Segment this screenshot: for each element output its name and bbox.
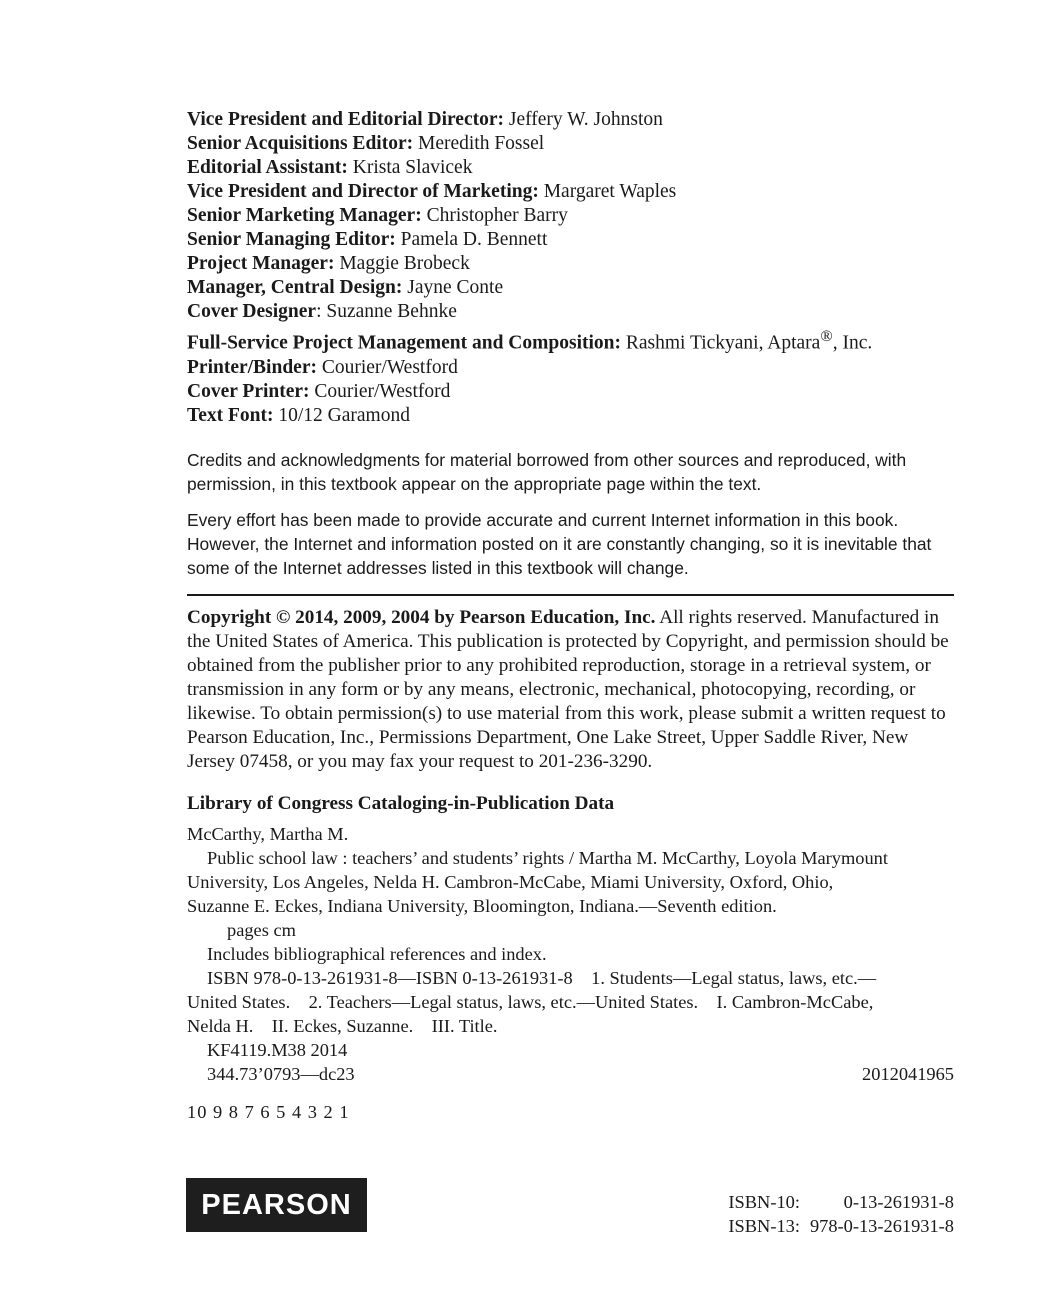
credit-name: Christopher Barry: [421, 205, 568, 226]
credit-role: Vice President and Director of Marketing:: [187, 181, 539, 202]
credit-line: [187, 228, 954, 252]
credit-role: Vice President and Editorial Director:: [187, 109, 504, 130]
cip-isbn-line: Nelda H. II. Eckes, Suzanne. III. Title.: [187, 1015, 498, 1036]
credit-line: [187, 356, 954, 380]
isbn-13-value: 978-0-13-261931-8: [809, 1216, 954, 1236]
credit-role: Project Manager:: [187, 253, 335, 274]
cip-classification-row: [187, 1062, 954, 1086]
cip-lc-call-number: KF4119.M38 2014: [207, 1039, 348, 1060]
cip-heading: Library of Congress Cataloging-in-Publication Data: [187, 792, 615, 814]
acknowledgments-notice: Credits and acknowledgments for material borrowed from other sources and reproduced, with permission, in this textbook appear on the appropriate page within the text.: [187, 449, 907, 494]
cip-title-line: Suzanne E. Eckes, Indiana University, Bloomington, Indiana.—Seventh edition.: [187, 895, 777, 916]
credit-role: Senior Marketing Manager:: [187, 205, 422, 226]
isbn-10-row: [728, 1190, 954, 1214]
credit-name: Pamela D. Bennett: [395, 229, 548, 250]
credit-name: Rashmi Tickyani, Aptara: [621, 332, 821, 354]
credit-role: Full-Service Project Management and Composition:: [187, 332, 621, 354]
registered-mark: ®: [820, 327, 833, 345]
cip-dewey-number: 344.73’0793—dc23: [207, 1063, 355, 1084]
cip-pages: pages cm: [227, 919, 296, 940]
isbn-10-value: 0-13-261931-8: [843, 1192, 954, 1212]
isbn-10-label: ISBN-10:: [728, 1192, 800, 1212]
isbn-13-label: ISBN-13:: [728, 1216, 800, 1236]
credit-role: Cover Printer:: [187, 380, 310, 402]
copyright-notice: [187, 606, 954, 774]
isbn-block: [728, 1190, 954, 1238]
copyright-body: All rights reserved. Manufactured in the United States of America. This publication is protected by Copyright, and permission should be obtained from the publisher prior to any prohibited reproduction, storage in a retrieval system, or transmission in any form or by any means, electronic, mechanical, photocopying, recording, or likewise. To obtain permission(s) to use material from this work, please submit a written request to Pearson Education, Inc., Permissions Department, One Lake Street, Upper Saddle River, New Jersey 07458, or you may fax your request to 201-236-3290.: [187, 606, 949, 772]
credit-line: [187, 180, 954, 204]
pearson-logo: PEARSON: [186, 1178, 367, 1232]
cip-isbn-line: United States. 2. Teachers—Legal status, laws, etc.—United States. I. Cambron-McCabe,: [187, 991, 874, 1012]
credit-role: Cover Designer: [187, 301, 317, 322]
credit-line: [187, 252, 954, 276]
credit-line: [187, 156, 954, 180]
credit-name: Jeffery W. Johnston: [504, 109, 663, 130]
credit-role: Printer/Binder:: [187, 356, 317, 378]
credit-name-suffix: , Inc.: [832, 332, 873, 354]
cip-block: [187, 822, 954, 1086]
section-divider: [187, 594, 954, 596]
credit-name: Courier/Westford: [316, 356, 458, 378]
cip-lccn: 2012041965: [862, 1063, 954, 1084]
credit-line: [187, 132, 954, 156]
credit-line: [187, 276, 954, 300]
credit-name: Jayne Conte: [402, 277, 504, 298]
credit-role: Manager, Central Design:: [187, 277, 403, 298]
credit-line: [187, 204, 954, 228]
credit-name: 10/12 Garamond: [273, 404, 410, 426]
credit-name: Maggie Brobeck: [334, 253, 470, 274]
credit-role: Editorial Assistant:: [187, 157, 348, 178]
cip-isbn-line: ISBN 978-0-13-261931-8—ISBN 0-13-261931-8 1. Students—Legal status, laws, etc.—: [207, 967, 877, 988]
credit-line: [187, 300, 954, 324]
copyright-lead: Copyright © 2014, 2009, 2004 by Pearson Education, Inc.: [187, 606, 656, 628]
credit-line: [187, 404, 954, 428]
credit-name: Meredith Fossel: [413, 133, 545, 154]
printing-line: 10 9 8 7 6 5 4 3 2 1: [187, 1101, 350, 1122]
credit-line: [187, 108, 954, 132]
isbn-13-row: [728, 1214, 954, 1238]
credit-name: Courier/Westford: [309, 380, 451, 402]
cip-title-line: University, Los Angeles, Nelda H. Cambron-McCabe, Miami University, Oxford, Ohio,: [187, 871, 834, 892]
credit-role: Senior Acquisitions Editor:: [187, 133, 414, 154]
credit-role: Senior Managing Editor:: [187, 229, 396, 250]
cip-bibliography: Includes bibliographical references and index.: [207, 943, 547, 964]
credit-role: Text Font:: [187, 404, 274, 426]
credit-name: : Suzanne Behnke: [316, 301, 457, 322]
cip-author: McCarthy, Martha M.: [187, 823, 349, 844]
cip-title-line: Public school law : teachers’ and students’ rights / Martha M. McCarthy, Loyola Marymount: [207, 847, 888, 868]
credits-list: [187, 108, 954, 428]
credit-line: [187, 324, 954, 356]
credit-name: Krista Slavicek: [347, 157, 473, 178]
credit-line: [187, 380, 954, 404]
credit-name: Margaret Waples: [538, 181, 677, 202]
internet-notice: Every effort has been made to provide accurate and current Internet information in this book. However, the Internet and information posted on it are constantly changing, so it is inevitable that some of the Internet addresses listed in this textbook will change.: [187, 509, 932, 578]
copyright-page: [187, 108, 954, 1124]
